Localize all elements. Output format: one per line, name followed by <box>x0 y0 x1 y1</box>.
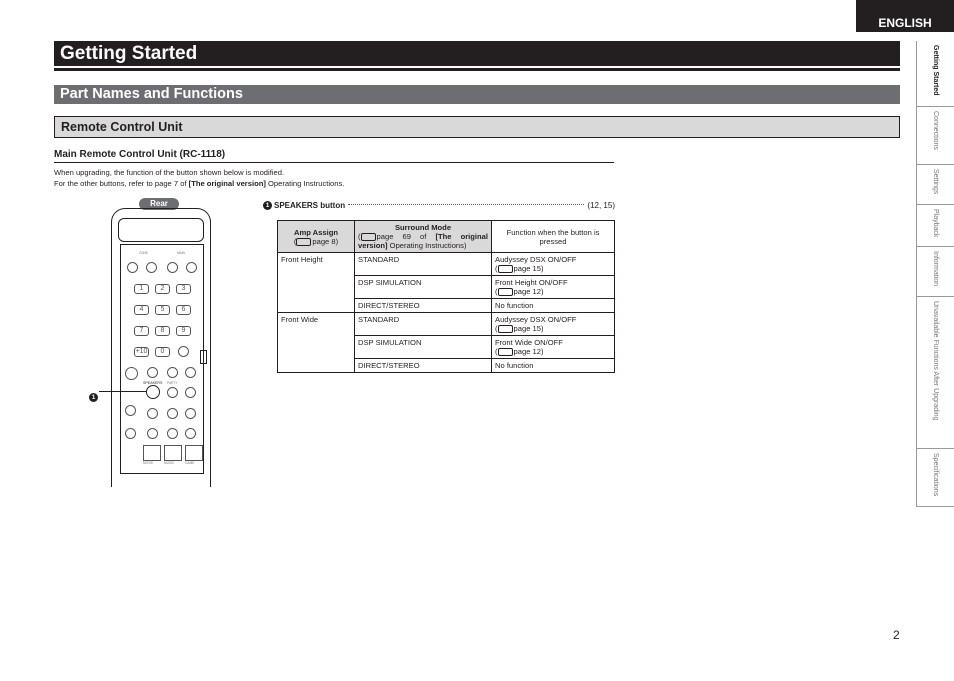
entry-number: 1 <box>263 201 272 210</box>
sidebar-item-specifications[interactable] <box>916 449 954 507</box>
mode-button[interactable] <box>125 428 136 439</box>
entry-pages: (12, 15) <box>587 201 615 210</box>
sidebar-item-label: Specifications <box>932 453 939 497</box>
func-text: Front Height ON/OFF <box>495 278 568 287</box>
game-button[interactable] <box>185 428 196 439</box>
key-3[interactable]: 3 <box>176 284 191 294</box>
mode-cell: STANDARD <box>355 253 492 276</box>
page-ref-icon <box>498 325 513 333</box>
music-label: MUSIC <box>164 461 175 465</box>
remote-button-panel <box>120 244 204 474</box>
sidebar-item-label: Unavailable Functions After Upgrading <box>932 301 939 421</box>
sleep-button[interactable] <box>185 367 196 378</box>
mode-cell: DIRECT/STEREO <box>355 359 492 373</box>
func-ref: page 15) <box>513 264 544 273</box>
func-cell: Front Height ON/OFF ( page 12) <box>492 276 615 299</box>
tag-button[interactable] <box>147 367 158 378</box>
mode-cell: DIRECT/STEREO <box>355 299 492 313</box>
intro-line-2 <box>54 179 344 188</box>
func-cell: No function <box>492 299 615 313</box>
key-9[interactable]: 9 <box>176 326 191 336</box>
key-1[interactable]: 1 <box>134 284 149 294</box>
page-ref-icon <box>361 233 376 241</box>
surround-ref-pre: page 69 of <box>376 232 436 241</box>
func-text: Audyssey DSX ON/OFF <box>495 315 577 324</box>
sidebar-item-label: Playback <box>932 209 939 238</box>
func-ref: page 12) <box>513 347 544 356</box>
side-switch <box>200 350 207 364</box>
subsection-title: Remote Control Unit <box>54 116 900 138</box>
table-header-row <box>278 221 615 253</box>
main-off-button[interactable] <box>167 262 178 273</box>
sidebar-item-information[interactable] <box>916 247 954 297</box>
party-label: PARTY <box>167 381 178 385</box>
section-title: Part Names and Functions <box>54 85 900 104</box>
restorer-button[interactable] <box>185 387 196 398</box>
function-header: Function when the button is pressed <box>492 221 615 253</box>
key-2[interactable]: 2 <box>155 284 170 294</box>
amp-assign-title: Amp Assign <box>293 227 339 237</box>
key-plus10[interactable]: +10 <box>135 348 148 355</box>
page-ref-icon <box>498 348 513 356</box>
key-0[interactable]: 0 <box>155 347 170 357</box>
func-text: Audyssey DSX ON/OFF <box>495 255 577 264</box>
sidebar-item-getting-started[interactable] <box>916 41 954 107</box>
function-table <box>277 220 615 373</box>
speakers-button-entry <box>263 201 615 210</box>
func-ref: page 12) <box>513 287 544 296</box>
preset-button[interactable] <box>147 408 158 419</box>
key-8[interactable]: 8 <box>155 326 170 336</box>
game-mode-button[interactable] <box>185 445 203 461</box>
page-title: Getting Started <box>54 41 900 66</box>
func-cell: Audyssey DSX ON/OFF ( page 15) <box>492 253 615 276</box>
language-tab: ENGLISH <box>856 0 954 32</box>
callout-circle: 1 <box>89 393 98 402</box>
mode-cell: STANDARD <box>355 313 492 336</box>
title-rule <box>54 68 900 71</box>
zone-on-button[interactable] <box>146 262 157 273</box>
intro-line-1: When upgrading, the function of the button shown below is modified. <box>54 168 285 177</box>
surround-ref-bold: [The original version] <box>358 232 488 250</box>
sidebar-item-label: Getting Started <box>932 45 939 96</box>
key-7[interactable]: 7 <box>134 326 149 336</box>
key-6[interactable]: 6 <box>176 305 191 315</box>
band-button[interactable] <box>167 408 178 419</box>
amp-assign-header: Amp Assign ( page 8) <box>278 221 355 253</box>
chapter-sidebar <box>916 41 954 507</box>
page-ref-icon <box>498 265 513 273</box>
dot-leader <box>348 204 584 205</box>
func-cell: Front Wide ON/OFF ( page 12) <box>492 336 615 359</box>
auto-button[interactable] <box>185 408 196 419</box>
table-row <box>278 313 615 336</box>
page-ref-icon <box>296 238 311 246</box>
main-on-button[interactable] <box>186 262 197 273</box>
sidebar-item-label: Information <box>932 251 939 287</box>
rear-label: Rear <box>139 198 179 210</box>
func-cell: No function <box>492 359 615 373</box>
key-4[interactable]: 4 <box>134 305 149 315</box>
movie-label: MOVIE <box>143 461 154 465</box>
sidebar-item-label: Connections <box>932 111 939 150</box>
sidebar-item-settings[interactable] <box>916 165 954 205</box>
remote-heading: Main Remote Control Unit (RC-1118) <box>54 149 614 163</box>
func-text: Front Wide ON/OFF <box>495 338 563 347</box>
surround-mode-title: Surround Mode <box>394 223 452 232</box>
intro-text: For the other buttons, refer to page 7 of <box>54 179 189 188</box>
surround-mode-header: Surround Mode ( page 69 of [The original version] Operating Instructions) <box>355 221 492 253</box>
func-ref: page 15) <box>513 324 544 333</box>
page-number: 2 <box>893 628 900 642</box>
remote-top-panel <box>118 218 204 242</box>
music-button[interactable] <box>167 428 178 439</box>
amp-cell: Front Height <box>278 253 355 313</box>
amp-cell: Front Wide <box>278 313 355 373</box>
speakers-button[interactable] <box>146 385 160 399</box>
zone-label: ZONE <box>139 251 148 255</box>
callout-line <box>99 391 147 392</box>
sidebar-item-connections[interactable] <box>916 107 954 165</box>
game-label: GAME <box>185 461 195 465</box>
speakers-label: SPEAKERS <box>143 381 163 385</box>
tuning-button[interactable] <box>125 405 136 416</box>
cinema-button[interactable] <box>147 428 158 439</box>
input-mode-button[interactable] <box>167 367 178 378</box>
surround-mode-title-wrap <box>358 223 488 232</box>
intro-text-end: Operating Instructions. <box>265 179 345 188</box>
mode-cell: DSP SIMULATION <box>355 336 492 359</box>
callout-number <box>89 386 100 404</box>
main-label: MAIN <box>177 251 185 255</box>
amp-assign-ref: page 8) <box>312 236 339 246</box>
table-row <box>278 253 615 276</box>
key-5[interactable]: 5 <box>155 305 170 315</box>
movie-mode-button[interactable] <box>143 445 161 461</box>
zone-off-button[interactable] <box>127 262 138 273</box>
original-version-ref: [The original version] <box>188 179 266 188</box>
mode-cell: DSP SIMULATION <box>355 276 492 299</box>
status-button[interactable] <box>125 367 138 380</box>
entry-label: SPEAKERS button <box>274 201 346 210</box>
sidebar-item-unavailable-functions[interactable] <box>916 297 954 449</box>
page-ref-icon <box>498 288 513 296</box>
sidebar-item-label: Settings <box>932 169 939 195</box>
surround-ref-post: Operating Instructions) <box>387 241 467 250</box>
music-mode-button[interactable] <box>164 445 182 461</box>
sidebar-item-playback[interactable] <box>916 205 954 247</box>
party-button[interactable] <box>167 387 178 398</box>
round-button[interactable] <box>178 346 189 357</box>
func-cell: Audyssey DSX ON/OFF ( page 15) <box>492 313 615 336</box>
